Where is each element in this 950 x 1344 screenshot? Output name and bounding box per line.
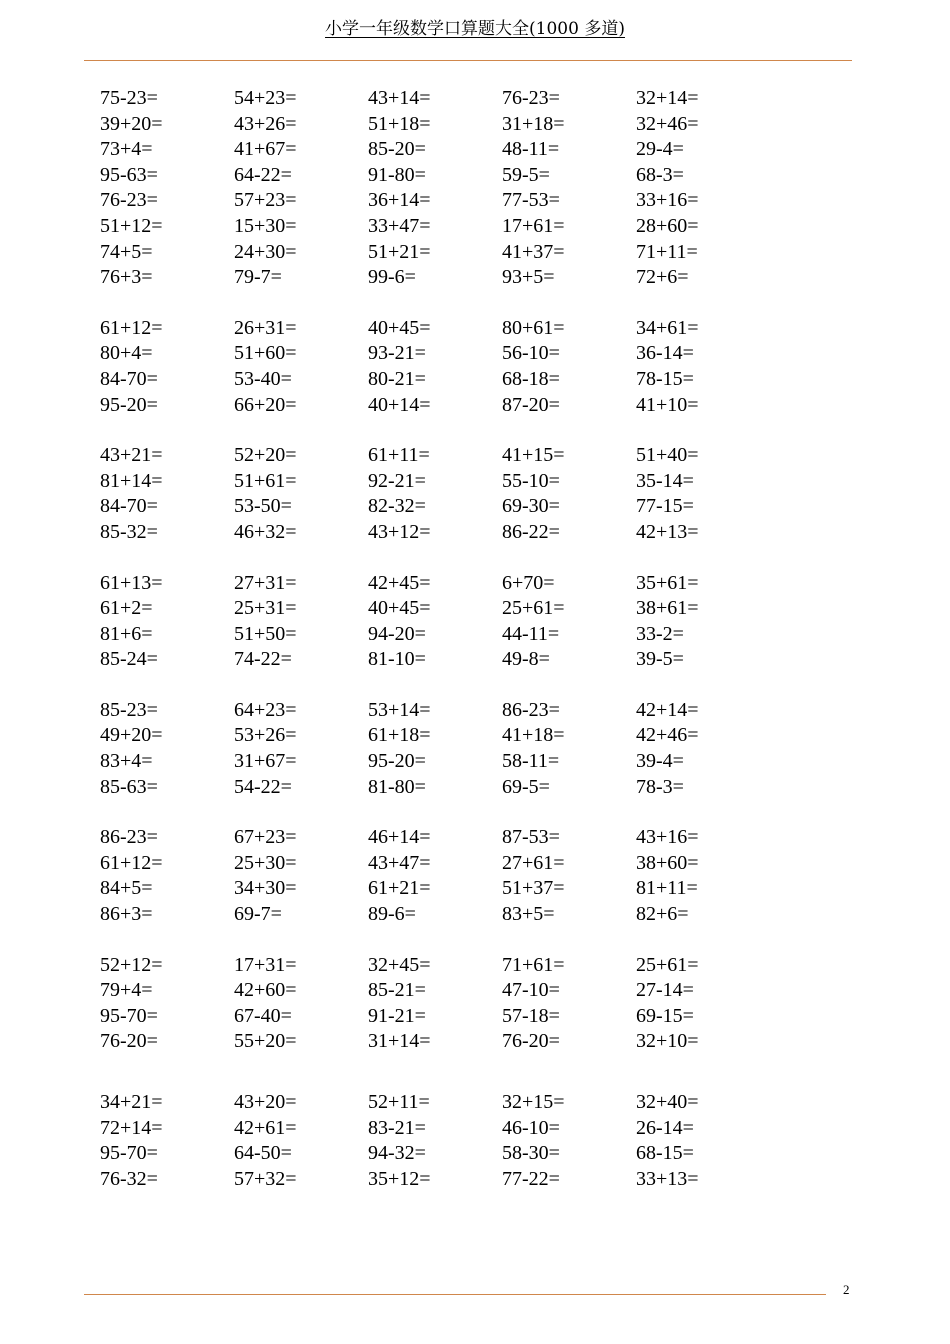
arithmetic-problem: 95-63= (100, 163, 158, 186)
arithmetic-problem: 81-10= (368, 648, 426, 671)
arithmetic-problem: 34+30= (234, 877, 297, 900)
arithmetic-problem: 41+37= (502, 240, 565, 263)
arithmetic-problem: 42+60= (234, 979, 297, 1002)
arithmetic-problem: 76-23= (100, 189, 158, 212)
arithmetic-problem: 44-11= (502, 622, 560, 645)
problem-block (100, 953, 800, 1055)
problem-row (100, 1141, 800, 1167)
arithmetic-problem: 94-20= (368, 622, 426, 645)
arithmetic-problem: 51+40= (636, 444, 699, 467)
arithmetic-problem: 51+50= (234, 622, 297, 645)
arithmetic-problem: 87-20= (502, 393, 560, 416)
arithmetic-problem: 28+60= (636, 214, 699, 237)
arithmetic-problem: 72+14= (100, 1116, 163, 1139)
problem-row (100, 265, 800, 291)
arithmetic-problem: 64-22= (234, 163, 292, 186)
arithmetic-problem: 54+23= (234, 87, 297, 109)
arithmetic-problem: 31+14= (368, 1030, 431, 1053)
problem-block (100, 698, 800, 800)
arithmetic-problem: 89-6= (368, 903, 416, 926)
problem-row (100, 902, 800, 928)
arithmetic-problem: 27-14= (636, 979, 694, 1002)
arithmetic-problem: 32+14= (636, 87, 699, 109)
arithmetic-problem: 61+11= (368, 444, 430, 467)
arithmetic-problem: 75-23= (100, 87, 158, 109)
arithmetic-problem: 79+4= (100, 979, 153, 1002)
arithmetic-problem: 76+3= (100, 266, 153, 289)
arithmetic-problem: 35-14= (636, 469, 694, 492)
problem-row (100, 1090, 800, 1116)
arithmetic-problem: 84-70= (100, 367, 158, 390)
arithmetic-problem: 53+14= (368, 698, 431, 721)
arithmetic-problem: 87-53= (502, 826, 560, 849)
arithmetic-problem: 81+11= (636, 877, 698, 900)
arithmetic-problem: 15+30= (234, 214, 297, 237)
arithmetic-problem: 56-10= (502, 342, 560, 365)
arithmetic-problem: 43+21= (100, 444, 163, 467)
arithmetic-problem: 32+46= (636, 112, 699, 135)
arithmetic-problem: 52+11= (368, 1091, 430, 1113)
problem-row (100, 112, 800, 138)
arithmetic-problem: 46+14= (368, 826, 431, 849)
arithmetic-problem: 38+61= (636, 597, 699, 620)
problem-block (100, 443, 800, 545)
arithmetic-problem: 55+20= (234, 1030, 297, 1053)
arithmetic-problem: 38+60= (636, 851, 699, 874)
problem-row (100, 1116, 800, 1142)
arithmetic-problem: 51+37= (502, 877, 565, 900)
arithmetic-problem: 76-20= (100, 1030, 158, 1053)
arithmetic-problem: 40+45= (368, 597, 431, 620)
arithmetic-problem: 94-32= (368, 1142, 426, 1165)
arithmetic-problem: 78-3= (636, 775, 684, 798)
arithmetic-problem: 32+40= (636, 1091, 699, 1113)
arithmetic-problem: 53-40= (234, 367, 292, 390)
arithmetic-problem: 81-80= (368, 775, 426, 798)
arithmetic-problem: 53-50= (234, 495, 292, 518)
arithmetic-problem: 33+13= (636, 1167, 699, 1190)
arithmetic-problem: 51+18= (368, 112, 431, 135)
arithmetic-problem: 93-21= (368, 342, 426, 365)
arithmetic-problem: 43+47= (368, 851, 431, 874)
arithmetic-problem: 24+30= (234, 240, 297, 263)
arithmetic-problem: 52+12= (100, 953, 163, 976)
arithmetic-problem: 53+26= (234, 724, 297, 747)
arithmetic-problem: 69-7= (234, 903, 282, 926)
arithmetic-problem: 33+16= (636, 189, 699, 212)
problem-row (100, 851, 800, 877)
arithmetic-problem: 39-5= (636, 648, 684, 671)
arithmetic-problem: 95-70= (100, 1142, 158, 1165)
arithmetic-problem: 74-22= (234, 648, 292, 671)
arithmetic-problem: 31+18= (502, 112, 565, 135)
arithmetic-problem: 93+5= (502, 266, 555, 289)
arithmetic-problem: 95-70= (100, 1004, 158, 1027)
arithmetic-problem: 43+20= (234, 1091, 297, 1113)
problem-block (100, 316, 800, 418)
arithmetic-problem: 95-20= (368, 750, 426, 773)
problem-block (100, 571, 800, 673)
arithmetic-problem: 39-4= (636, 750, 684, 773)
arithmetic-problem: 17+61= (502, 214, 565, 237)
problem-row (100, 240, 800, 266)
problem-row (100, 978, 800, 1004)
page-number: 2 (843, 1282, 850, 1297)
arithmetic-problem: 41+10= (636, 393, 699, 416)
problem-row (100, 647, 800, 673)
arithmetic-problem: 64-50= (234, 1142, 292, 1165)
arithmetic-problem: 35+61= (636, 571, 699, 594)
arithmetic-problem: 80+61= (502, 316, 565, 339)
page-header (0, 18, 950, 40)
arithmetic-problem: 76-23= (502, 87, 560, 109)
arithmetic-problem: 43+14= (368, 87, 431, 109)
arithmetic-problem: 73+4= (100, 138, 153, 161)
arithmetic-problem: 85-24= (100, 648, 158, 671)
arithmetic-problem: 31+67= (234, 750, 297, 773)
arithmetic-problem: 61+2= (100, 597, 153, 620)
arithmetic-problem: 54-22= (234, 775, 292, 798)
problem-row (100, 367, 800, 393)
arithmetic-problem: 78-15= (636, 367, 694, 390)
arithmetic-problem: 47-10= (502, 979, 560, 1002)
arithmetic-problem: 51+60= (234, 342, 297, 365)
arithmetic-problem: 61+12= (100, 316, 163, 339)
arithmetic-problem: 33-2= (636, 622, 684, 645)
problem-row (100, 596, 800, 622)
arithmetic-problem: 51+21= (368, 240, 431, 263)
arithmetic-problem: 68-3= (636, 163, 684, 186)
problem-row (100, 825, 800, 851)
arithmetic-problem: 83-21= (368, 1116, 426, 1139)
arithmetic-problem: 32+45= (368, 953, 431, 976)
problem-row (100, 163, 800, 189)
arithmetic-problem: 80+4= (100, 342, 153, 365)
arithmetic-problem: 61+12= (100, 851, 163, 874)
arithmetic-problem: 43+12= (368, 520, 431, 543)
arithmetic-problem: 80-21= (368, 367, 426, 390)
arithmetic-problem: 99-6= (368, 266, 416, 289)
arithmetic-problem: 46+32= (234, 520, 297, 543)
arithmetic-problem: 67+23= (234, 826, 297, 849)
arithmetic-problem: 64+23= (234, 698, 297, 721)
arithmetic-problem: 57-18= (502, 1004, 560, 1027)
arithmetic-problem: 86+3= (100, 903, 153, 926)
arithmetic-problem: 69-5= (502, 775, 550, 798)
arithmetic-problem: 36+14= (368, 189, 431, 212)
arithmetic-problem: 84-70= (100, 495, 158, 518)
arithmetic-problem: 42+14= (636, 698, 699, 721)
problem-row (100, 698, 800, 724)
problem-row (100, 775, 800, 801)
arithmetic-problem: 68-18= (502, 367, 560, 390)
arithmetic-problem: 41+15= (502, 444, 565, 467)
problem-row (100, 316, 800, 342)
arithmetic-problem: 27+61= (502, 851, 565, 874)
arithmetic-problem: 91-80= (368, 163, 426, 186)
arithmetic-problem: 17+31= (234, 953, 297, 976)
arithmetic-problem: 34+21= (100, 1091, 163, 1113)
arithmetic-problem: 68-15= (636, 1142, 694, 1165)
arithmetic-problem: 42+45= (368, 571, 431, 594)
arithmetic-problem: 85-21= (368, 979, 426, 1002)
arithmetic-problem: 74+5= (100, 240, 153, 263)
arithmetic-problem: 83+5= (502, 903, 555, 926)
arithmetic-problem: 27+31= (234, 571, 297, 594)
arithmetic-problem: 25+61= (502, 597, 565, 620)
arithmetic-problem: 42+13= (636, 520, 699, 543)
arithmetic-problem: 84+5= (100, 877, 153, 900)
arithmetic-problem: 43+26= (234, 112, 297, 135)
arithmetic-problem: 58-11= (502, 750, 560, 773)
arithmetic-problem: 83+4= (100, 750, 153, 773)
arithmetic-problem: 39+20= (100, 112, 163, 135)
arithmetic-problem: 25+61= (636, 953, 699, 976)
arithmetic-problem: 36-14= (636, 342, 694, 365)
document-title: 小学一年级数学口算题大全(1000 多道) (325, 19, 625, 39)
arithmetic-problem: 49+20= (100, 724, 163, 747)
arithmetic-problem: 61+18= (368, 724, 431, 747)
problem-row (100, 494, 800, 520)
problem-row (100, 469, 800, 495)
arithmetic-problem: 40+45= (368, 316, 431, 339)
arithmetic-problem: 85-32= (100, 520, 158, 543)
arithmetic-problem: 43+16= (636, 826, 699, 849)
arithmetic-problem: 77-22= (502, 1167, 560, 1190)
problem-row (100, 1004, 800, 1030)
arithmetic-problem: 85-63= (100, 775, 158, 798)
arithmetic-problem: 86-23= (502, 698, 560, 721)
arithmetic-problem: 6+70= (502, 571, 555, 594)
arithmetic-problem: 81+6= (100, 622, 153, 645)
arithmetic-problem: 82-32= (368, 495, 426, 518)
problem-row (100, 622, 800, 648)
arithmetic-problem: 41+67= (234, 138, 297, 161)
problem-row (100, 1167, 800, 1193)
problem-row (100, 86, 800, 112)
arithmetic-problem: 67-40= (234, 1004, 292, 1027)
arithmetic-problem: 32+15= (502, 1091, 565, 1113)
footer-divider (84, 1294, 826, 1295)
arithmetic-problem: 72+6= (636, 266, 689, 289)
arithmetic-problem: 71+11= (636, 240, 698, 263)
arithmetic-problem: 95-20= (100, 393, 158, 416)
arithmetic-problem: 76-20= (502, 1030, 560, 1053)
arithmetic-problem: 25+31= (234, 597, 297, 620)
arithmetic-problem: 82+6= (636, 903, 689, 926)
arithmetic-problem: 86-23= (100, 826, 158, 849)
arithmetic-problem: 46-10= (502, 1116, 560, 1139)
problem-row (100, 393, 800, 419)
arithmetic-problem: 58-30= (502, 1142, 560, 1165)
arithmetic-problem: 33+47= (368, 214, 431, 237)
problem-row (100, 1029, 800, 1055)
problem-row (100, 723, 800, 749)
problem-row (100, 341, 800, 367)
problem-row (100, 443, 800, 469)
problem-row (100, 571, 800, 597)
arithmetic-problem: 26+31= (234, 316, 297, 339)
arithmetic-problem: 40+14= (368, 393, 431, 416)
arithmetic-problem: 91-21= (368, 1004, 426, 1027)
problem-row (100, 214, 800, 240)
arithmetic-problem: 49-8= (502, 648, 550, 671)
header-divider (84, 60, 852, 61)
arithmetic-problem: 66+20= (234, 393, 297, 416)
arithmetic-problem: 71+61= (502, 953, 565, 976)
arithmetic-problem: 57+23= (234, 189, 297, 212)
arithmetic-problem: 57+32= (234, 1167, 297, 1190)
arithmetic-problem: 85-20= (368, 138, 426, 161)
problem-block (100, 86, 800, 291)
arithmetic-problem: 32+10= (636, 1030, 699, 1053)
arithmetic-problem: 92-21= (368, 469, 426, 492)
arithmetic-problem: 86-22= (502, 520, 560, 543)
arithmetic-problem: 26-14= (636, 1116, 694, 1139)
problem-row (100, 876, 800, 902)
arithmetic-problem: 61+13= (100, 571, 163, 594)
arithmetic-problem: 81+14= (100, 469, 163, 492)
arithmetic-problem: 42+46= (636, 724, 699, 747)
arithmetic-problem: 79-7= (234, 266, 282, 289)
arithmetic-problem: 41+18= (502, 724, 565, 747)
problem-row (100, 137, 800, 163)
arithmetic-problem: 69-15= (636, 1004, 694, 1027)
arithmetic-problem: 42+61= (234, 1116, 297, 1139)
arithmetic-problem: 51+12= (100, 214, 163, 237)
arithmetic-problem: 34+61= (636, 316, 699, 339)
problem-row (100, 188, 800, 214)
arithmetic-problem: 85-23= (100, 698, 158, 721)
arithmetic-problem: 35+12= (368, 1167, 431, 1190)
arithmetic-problem: 55-10= (502, 469, 560, 492)
arithmetic-problem: 77-53= (502, 189, 560, 212)
arithmetic-problem: 51+61= (234, 469, 297, 492)
arithmetic-problem: 29-4= (636, 138, 684, 161)
arithmetic-problem: 76-32= (100, 1167, 158, 1190)
problem-row (100, 749, 800, 775)
arithmetic-problem-grid (100, 86, 800, 1192)
arithmetic-problem: 77-15= (636, 495, 694, 518)
arithmetic-problem: 52+20= (234, 444, 297, 467)
problem-row (100, 953, 800, 979)
problem-block (100, 825, 800, 927)
arithmetic-problem: 61+21= (368, 877, 431, 900)
arithmetic-problem: 48-11= (502, 138, 560, 161)
arithmetic-problem: 25+30= (234, 851, 297, 874)
problem-row (100, 520, 800, 546)
arithmetic-problem: 59-5= (502, 163, 550, 186)
arithmetic-problem: 69-30= (502, 495, 560, 518)
problem-block (100, 1090, 800, 1192)
